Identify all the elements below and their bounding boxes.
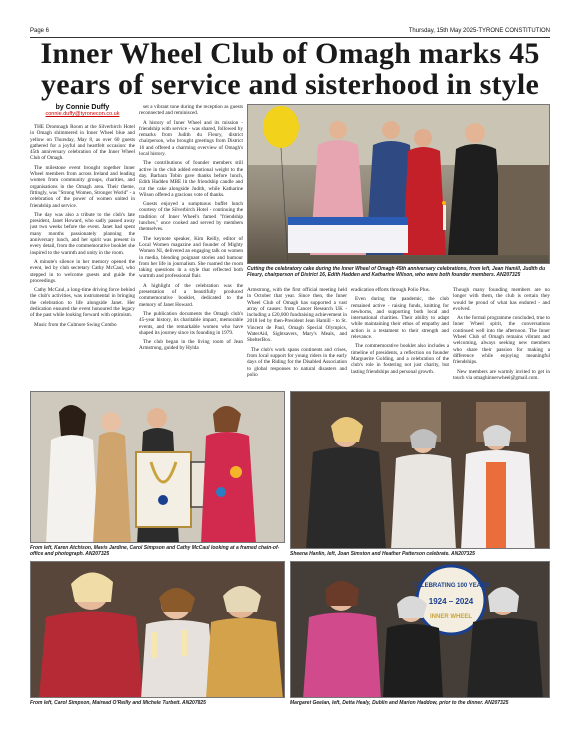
paragraph: New members are warmly invited to get in touch via omaghinnerwheel@gmail.com. [453,368,550,381]
dublin-guests-photo [290,561,550,698]
page-number: Page 6 [30,28,50,34]
three-women-celebrate-photo [290,391,550,549]
dublin-photo-art [291,562,550,698]
paragraph: A history of Inner Wheel and its mission - friendship with service - was shared, followed by remarks from Judith du Fleury, district chairperson, who brought greetings from District 16 and offered a charming overview of Omagh's local history. [139,119,243,158]
celebrate-photo-caption: Sheena Hanlin, left, Joan Simston and Heather Patterson celebrate. AN207325 [290,551,475,557]
author-name: by Connie Duffy [55,104,110,111]
banner-inner-wheel: INNER WHEEL [430,614,472,620]
cake-cutting-photo [247,104,550,264]
banner-celebrating: CELEBRATING 100 YEARS [412,583,490,589]
paragraph: The day was also a tribute to the club's late president, Janet Howard, who sadly passed away just two weeks before the event. Janet had spent many months passionately planning the anniversary lunch, and her spirit was present in every detail, from the commemorative booklet she inspired to the warmth and unity in the room. [30,211,135,256]
article-column-1 [30,124,135,384]
cake-photo-caption: Cutting the celebratory cake during the Inner Wheel of Omagh 45th anniversary celebrations, from left, Jean Hamill, Judith du Fleury, chairperson of District 16, Edith Hadden and Katharine Wilson, who were both founder members. AN207325 [247,266,546,278]
chain-photo-art [31,392,285,543]
paragraph: Music from the Culmore Swing Combo [34,321,117,328]
cake-photo-art [248,105,550,264]
paragraph: Armstrong, with the first official meeting held in October that year. Since then, the Inner Wheel Club of Omagh has supported a vast array of causes: from Cancer Research UK - including a £20,000 fundraising achievement in 2018 led by then-President Jean Hamill - to St. Vincent de Paul, Omagh Special Olympics, WaterAid, Sightsavers, Mary's Meals, and ShelterBox. [247,287,347,344]
paragraph: A highlight of the celebration was the presentation of a beautifully produced commemorative booklet, dedicated to the memory of Janet Howard. [139,282,243,308]
paragraph: Guests enjoyed a sumptuous buffet lunch courtesy of the Silverbirch Hotel - continuing the tradition of Inner Wheel's famed "friendship lunches," once cooked and served by members themselves. [139,201,243,233]
banner-years: 1924 – 2024 [428,597,474,606]
article-column-4 [351,287,449,387]
paragraph: The milestone event brought together Inner Wheel members from across Ireland and leading women from community groups, charities, and organisations in the Omagh area. Their theme, fittingly, was "Strong Women, Stronger World" - a celebration of the power of women united in friendship and service. [30,164,135,209]
dublin-photo-caption: Margaret Geelan, left, Detta Healy, Dublin and Marion Haddow, prior to the dinner. AN207325 [290,700,509,706]
paragraph: set a vibrant tone during the reception as guests reconnected and reminisced. [139,104,243,117]
chain-of-office-photo [30,391,285,543]
paragraph: Though many founding members are no longer with them, the club is certain they would be proud of what has endured - and evolved. [453,287,550,312]
toast-photo-art [31,562,285,698]
chain-photo-caption: From left, Karen Atchison, Mavis Jardine, Carol Simpson and Cathy McCaul looking at a framed chain-of-office and photograph. AN207325 [30,545,280,557]
article-headline: Inner Wheel Club of Omagh marks 45 years of service and sisterhood in style [40,37,540,101]
article-column-3 [247,287,347,387]
paragraph: The publication documents the Omagh club's 45-year history, its charitable impact, memorable events, and the remarkable women who have shaped its journey since its founding in 1979. [139,310,243,336]
paragraph: The club began in the living room of Jean Armstrong, guided by Hylda [139,339,243,352]
paragraph: THE Dromnagh Room at the Silverbirch Hotel in Omagh shimmered in Inner Wheel blue and yellow on Thursday, May 8, as over 60 guests gathered for a joyful and heartfelt occasion: the 45th anniversary celebration of the Inner Wheel Club of Omagh. [30,124,135,162]
author-email[interactable]: connie.duffy@tyronecon.co.uk [45,111,120,117]
paragraph: The club's work spans continents and crises, from local support for young riders in the early days of the Riding for the Disabled Association to global responses to natural disasters and polio [247,346,347,378]
byline [30,104,135,117]
paragraph: As the formal programme concluded, true to Inner Wheel spirit, the conversations continued well into the afternoon. The Inner Wheel Club of Omagh remains vibrant and welcoming, always seeking new members who share their passion for making a difference while enjoying meaningful friendships. [453,315,550,366]
celebrate-photo-art [291,392,550,549]
paragraph: A minute's silence in her memory opened the event, led by club secretary Cathy McCaul, who stepped in to welcome guests and guide the proceedings. [30,258,135,284]
paragraph: The keynote speaker, Kim Reilly, editor of Local Women magazine and founder of Mighty Women NI, delivered an engaging talk on women in media, blending poignant stories and humour from her life in journalism. She roamed the room taking questions in a style that reflected both warmth and professional flair. [139,235,243,280]
issue-date: Thursday, 15th May 2025-TYRONE CONSTITUTION [408,28,550,34]
toast-photo-caption: From left, Carol Simpson, Mairead O'Reilly and Michele Turbett. AN207825 [30,700,206,706]
paragraph: Even during the pandemic, the club remained active - raising funds, knitting for newborns, and supporting both local and international charities. Their ability to adapt while maintaining their ethos of empathy and action is a testament to their strength and relevance. [351,296,449,341]
champagne-toast-photo [30,561,285,698]
article-column-5 [453,287,550,387]
paragraph: Cathy McCaul, a long-time driving force behind the club's activities, was instrumental in bringing the celebration to life alongside Janet. Her dedication ensured the event honoured the legacy of the past while looking forward with optimism. [30,287,135,319]
article-column-2 [139,104,243,384]
paragraph: eradication efforts through Polio Plus. [351,287,431,293]
paragraph: The contributions of founder members still active in the club added emotional weight to the day. Barbara Tobin gave thanks before lunch, Edith Hadden MBE lit the friendship candle and cut the cake alongside Judith, while Katharine Wilson offered a gracious vote of thanks. [139,160,243,198]
paragraph: The commemorative booklet also includes a timeline of presidents, a reflection on founder Marguerite Golding, and a celebration of the club's role in fostering not just charity, but lasting friendships and personal growth. [351,343,449,375]
